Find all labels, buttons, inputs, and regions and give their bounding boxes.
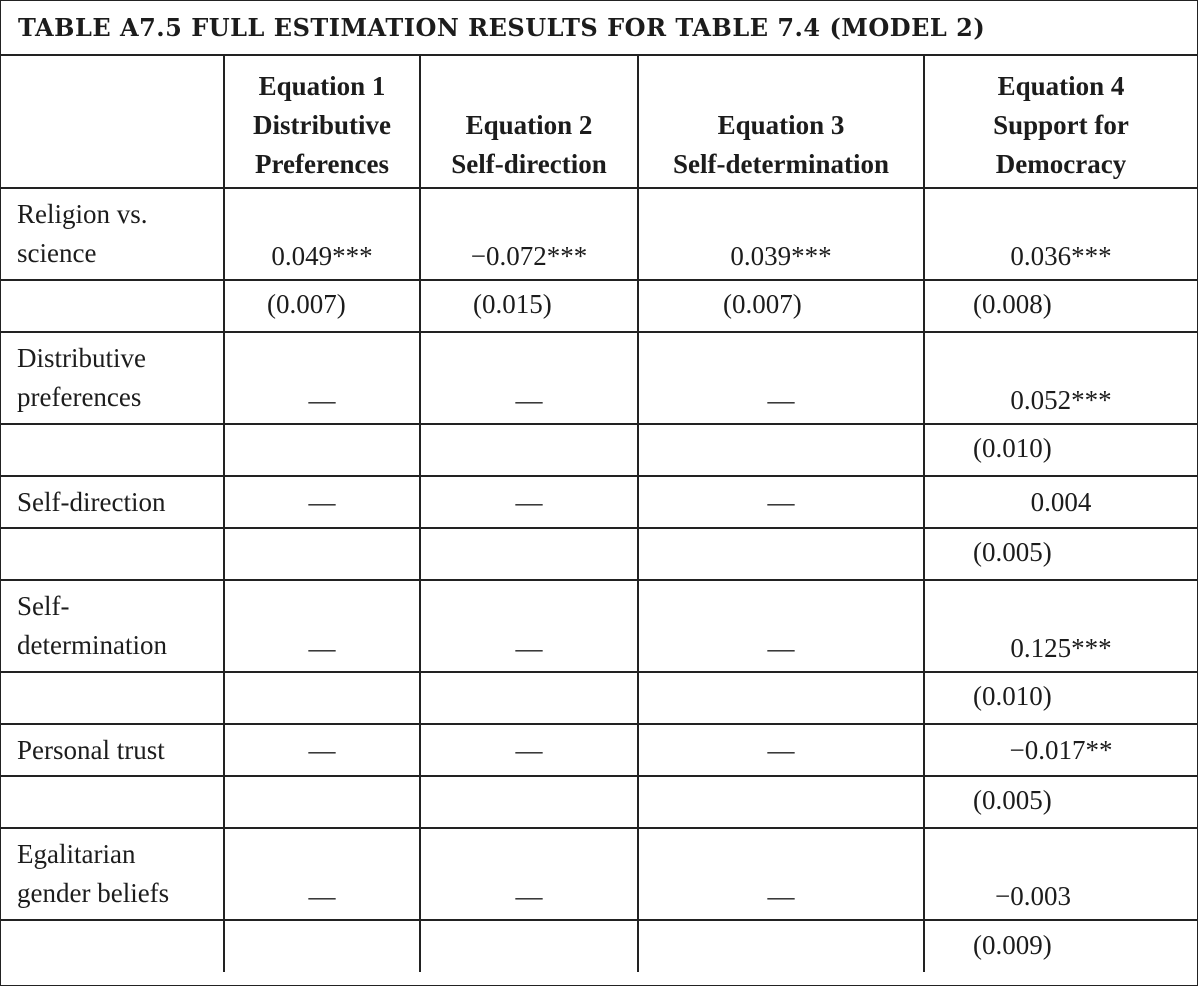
row-label-empty bbox=[1, 920, 224, 972]
row-label-line: Religion vs. bbox=[17, 199, 148, 229]
coef-cell: — bbox=[224, 476, 420, 528]
se-cell bbox=[420, 672, 638, 724]
table-row-se bbox=[1, 280, 1197, 332]
table-row-se bbox=[1, 776, 1197, 828]
coef-cell: — bbox=[420, 724, 638, 776]
se-cell: (0.008) bbox=[924, 280, 1197, 332]
row-label-line: Personal trust bbox=[17, 734, 165, 765]
table-title: TABLE A7.5 FULL ESTIMATION RESULTS FOR TABLE 7.4 (MODEL 2) bbox=[1, 1, 1197, 56]
column-header-line: Self-direction bbox=[451, 149, 607, 179]
column-header-equation-2 bbox=[420, 56, 638, 188]
row-label-self-direction bbox=[1, 476, 224, 528]
row-label-empty bbox=[1, 528, 224, 580]
se-cell bbox=[420, 528, 638, 580]
coef-cell: −0.003 bbox=[924, 828, 1197, 920]
se-cell: (0.015) bbox=[420, 280, 638, 332]
se-cell bbox=[638, 920, 924, 972]
column-header-line: Equation 2 bbox=[465, 110, 593, 140]
coef-cell: — bbox=[638, 332, 924, 424]
coef-cell: 0.052*** bbox=[924, 332, 1197, 424]
coef-cell: −0.072*** bbox=[420, 188, 638, 280]
se-cell bbox=[224, 424, 420, 476]
results-table bbox=[1, 56, 1197, 972]
column-header-line: Self-determination bbox=[673, 149, 889, 179]
coef-cell: — bbox=[420, 828, 638, 920]
table-row bbox=[1, 724, 1197, 776]
row-label-line: Distributive bbox=[17, 343, 146, 373]
coef-cell: — bbox=[420, 476, 638, 528]
coef-cell: 0.036*** bbox=[924, 188, 1197, 280]
column-header-line: Equation 4 bbox=[997, 71, 1125, 101]
column-header-line: Equation 1 bbox=[258, 71, 386, 101]
header-row bbox=[1, 56, 1197, 188]
se-cell bbox=[420, 424, 638, 476]
coef-cell: — bbox=[420, 580, 638, 672]
se-cell: (0.007) bbox=[224, 280, 420, 332]
table-row bbox=[1, 476, 1197, 528]
row-label-distributive-preferences bbox=[1, 332, 224, 424]
table-row bbox=[1, 188, 1197, 280]
coef-cell: — bbox=[638, 828, 924, 920]
row-label-empty bbox=[1, 424, 224, 476]
column-header-line: Preferences bbox=[255, 149, 389, 179]
se-cell: (0.010) bbox=[924, 424, 1197, 476]
row-label-line: Self-direction bbox=[17, 486, 166, 517]
coef-cell: 0.049*** bbox=[224, 188, 420, 280]
row-label-personal-trust bbox=[1, 724, 224, 776]
coef-cell: — bbox=[224, 332, 420, 424]
se-cell: (0.010) bbox=[924, 672, 1197, 724]
column-header-line: Democracy bbox=[995, 149, 1127, 179]
row-label-line: science bbox=[17, 238, 97, 268]
coef-cell: — bbox=[224, 724, 420, 776]
se-cell bbox=[224, 672, 420, 724]
row-label-empty bbox=[1, 280, 224, 332]
row-label-empty bbox=[1, 672, 224, 724]
table-row-se bbox=[1, 920, 1197, 972]
se-cell bbox=[224, 528, 420, 580]
column-header-equation-1 bbox=[224, 56, 420, 188]
row-label-self-determination bbox=[1, 580, 224, 672]
column-header-equation-4 bbox=[924, 56, 1197, 188]
coef-cell: — bbox=[638, 476, 924, 528]
column-header-line: Equation 3 bbox=[717, 110, 845, 140]
se-cell: (0.009) bbox=[924, 920, 1197, 972]
se-cell: (0.007) bbox=[638, 280, 924, 332]
row-label-egalitarian-gender-beliefs bbox=[1, 828, 224, 920]
row-label-religion-vs-science bbox=[1, 188, 224, 280]
se-cell bbox=[638, 528, 924, 580]
column-header-equation-3 bbox=[638, 56, 924, 188]
se-cell bbox=[420, 920, 638, 972]
coef-cell: — bbox=[638, 724, 924, 776]
se-cell bbox=[420, 776, 638, 828]
table-row bbox=[1, 580, 1197, 672]
coef-cell: — bbox=[420, 332, 638, 424]
se-cell bbox=[638, 776, 924, 828]
table-row-se bbox=[1, 528, 1197, 580]
row-label-line: Egalitarian bbox=[17, 839, 136, 869]
se-cell bbox=[638, 424, 924, 476]
se-cell bbox=[224, 920, 420, 972]
row-label-line: determination bbox=[17, 630, 167, 660]
table-row bbox=[1, 332, 1197, 424]
coef-cell: 0.039*** bbox=[638, 188, 924, 280]
row-label-line: gender beliefs bbox=[17, 878, 170, 908]
column-header-line: Distributive bbox=[253, 110, 391, 140]
se-cell: (0.005) bbox=[924, 528, 1197, 580]
se-cell: (0.005) bbox=[924, 776, 1197, 828]
column-header-line: Support for bbox=[993, 110, 1129, 140]
coef-cell: 0.004 bbox=[924, 476, 1197, 528]
row-label-empty bbox=[1, 776, 224, 828]
coef-cell: — bbox=[224, 828, 420, 920]
row-label-line: Self- bbox=[17, 591, 70, 621]
coef-cell: −0.017** bbox=[924, 724, 1197, 776]
se-cell bbox=[638, 672, 924, 724]
header-stub bbox=[1, 56, 224, 188]
se-cell bbox=[224, 776, 420, 828]
table-row bbox=[1, 828, 1197, 920]
table-row-se bbox=[1, 672, 1197, 724]
table-row-se bbox=[1, 424, 1197, 476]
coef-cell: — bbox=[638, 580, 924, 672]
row-label-line: preferences bbox=[17, 382, 142, 412]
coef-cell: — bbox=[224, 580, 420, 672]
coef-cell: 0.125*** bbox=[924, 580, 1197, 672]
